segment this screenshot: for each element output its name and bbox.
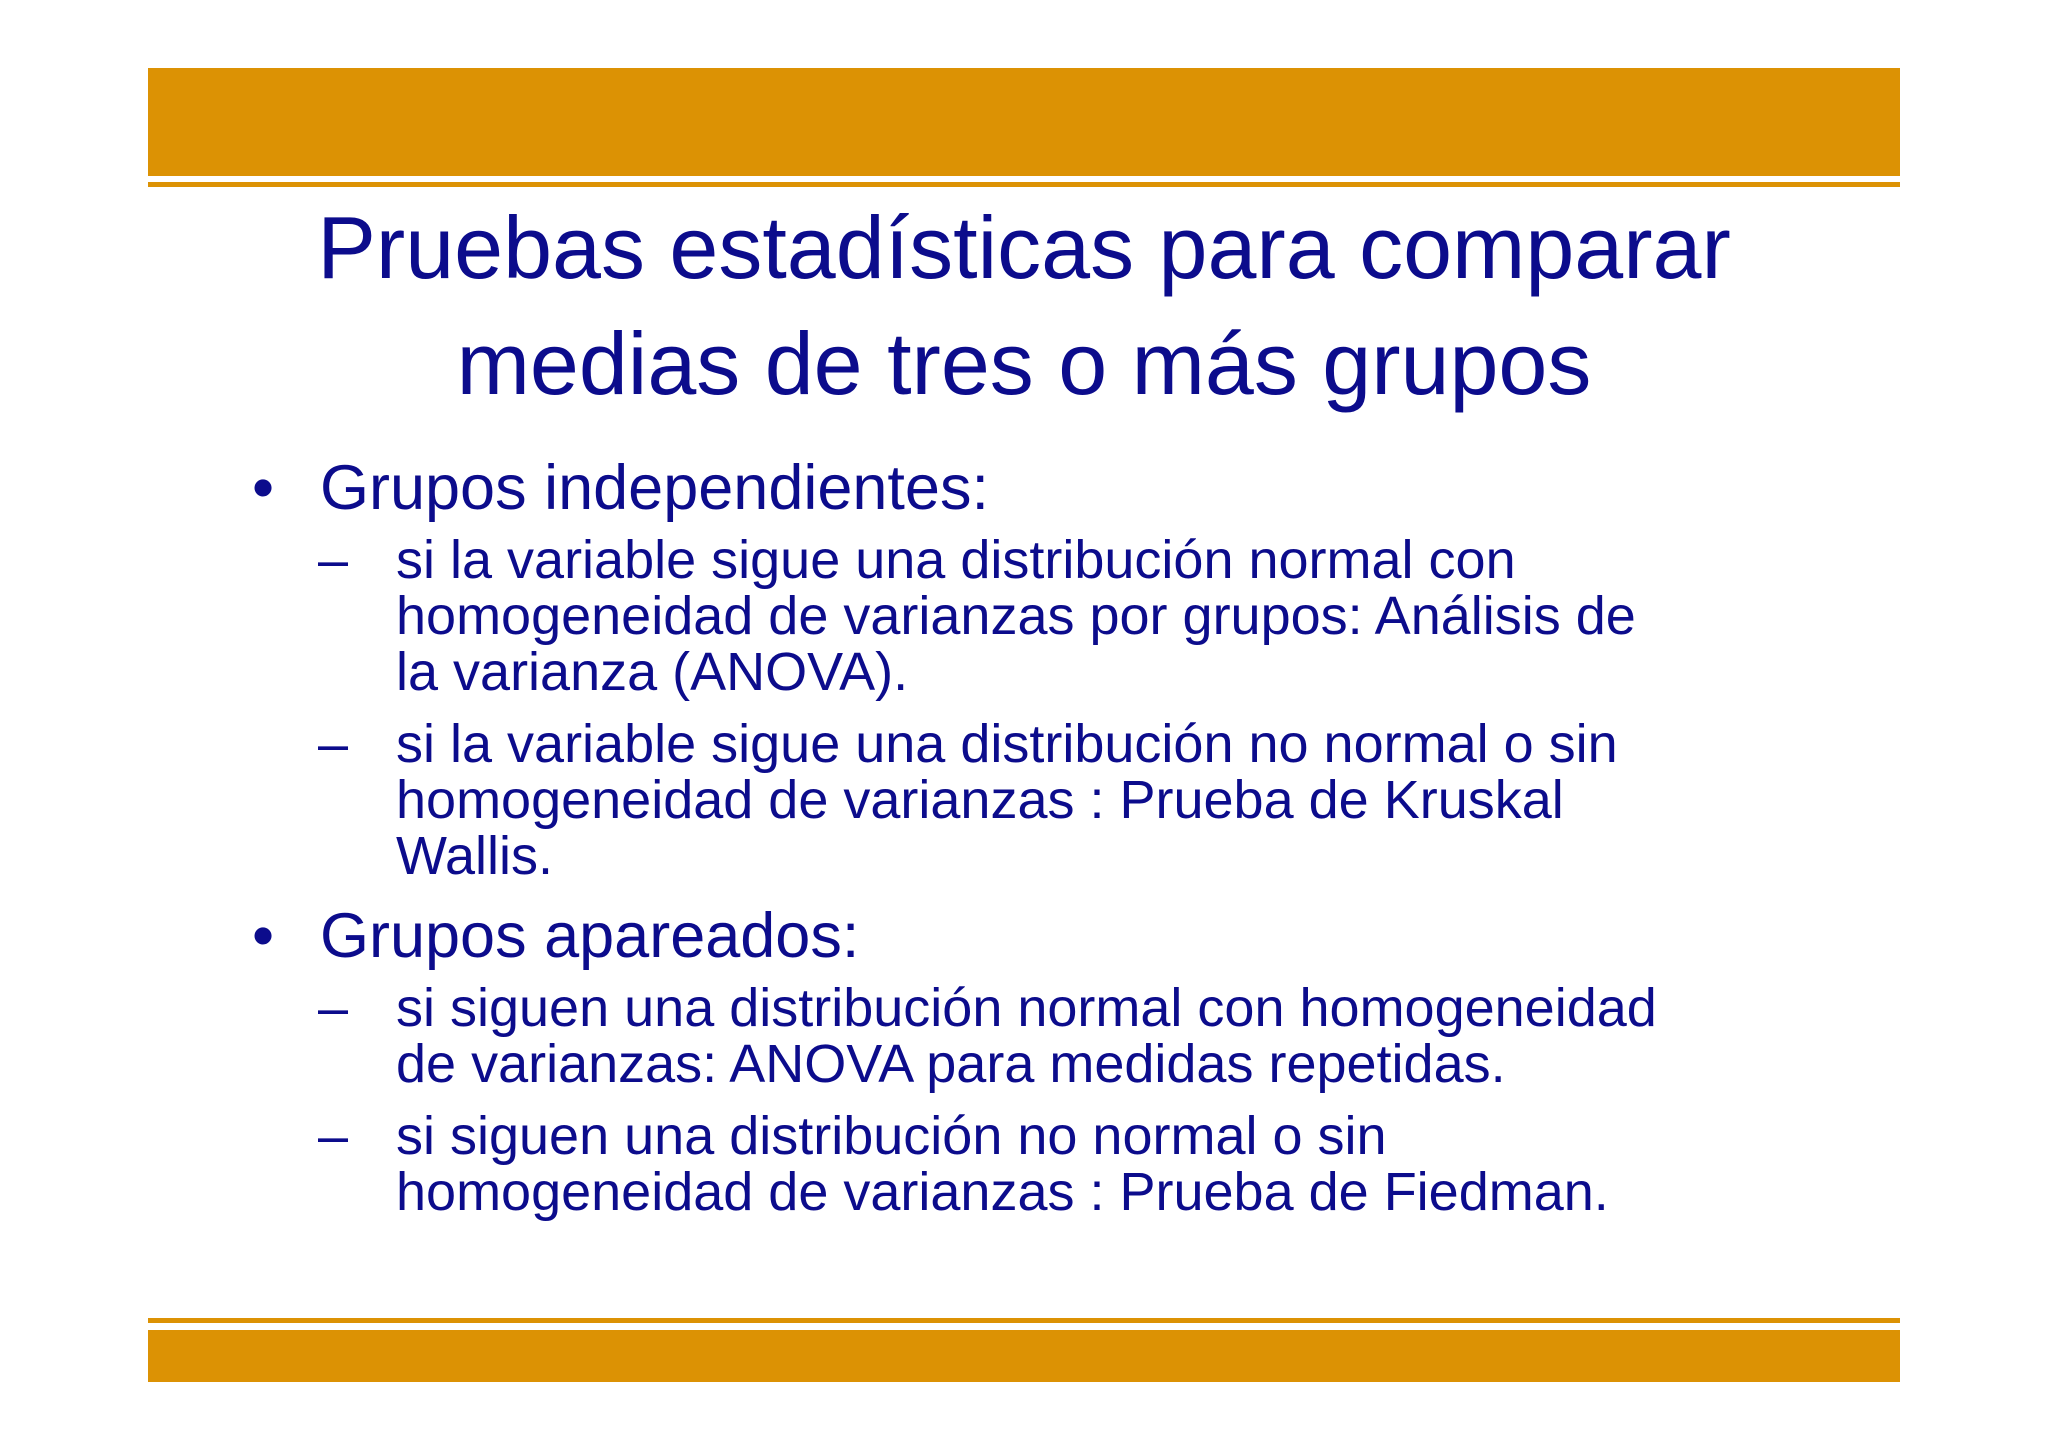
bullet-heading: Grupos independientes: [320,453,989,523]
slide-title [148,190,1900,422]
bullet-marker: • [252,453,275,523]
sub-item-line: si la variable sigue una distribución normal con [396,530,1516,590]
bullet-marker: • [252,901,275,971]
sub-item-line: si la variable sigue una distribución no normal o sin [396,714,1618,774]
bullet-heading: Grupos apareados: [320,901,860,971]
dash-marker: – [318,714,349,774]
sub-item-line: si siguen una distribución normal con homogeneidad [396,978,1657,1038]
title-line-2: medias de tres o más grupos [456,314,1592,413]
header-rule [148,182,1900,187]
bullet-grupos-independientes [250,452,1870,524]
header-band [148,68,1900,176]
footer-rule [148,1318,1900,1323]
bullet-grupos-apareados [250,900,1870,972]
sub-item-fiedman [318,1106,1870,1222]
sub-item-line: si siguen una distribución no normal o sin [396,1106,1387,1166]
sub-item-line: de varianzas: ANOVA para medidas repetidas. [396,1034,1506,1094]
sub-item-line: homogeneidad de varianzas : Prueba de Fiedman. [396,1162,1609,1222]
sub-item-line: homogeneidad de varianzas por grupos: Análisis de [396,586,1636,646]
sub-item-anova [318,530,1870,702]
sub-item-kruskal-wallis [318,714,1870,886]
sub-item-line: homogeneidad de varianzas : Prueba de Kruskal [396,770,1564,830]
title-line-1: Pruebas estadísticas para comparar [317,198,1731,297]
footer-band [148,1330,1900,1382]
dash-marker: – [318,978,349,1038]
dash-marker: – [318,1106,349,1166]
sub-item-line: la varianza (ANOVA). [396,642,909,702]
sub-item-anova-repetidas [318,978,1870,1094]
slide-content [250,452,1870,1236]
dash-marker: – [318,530,349,590]
sub-item-line: Wallis. [396,826,553,886]
